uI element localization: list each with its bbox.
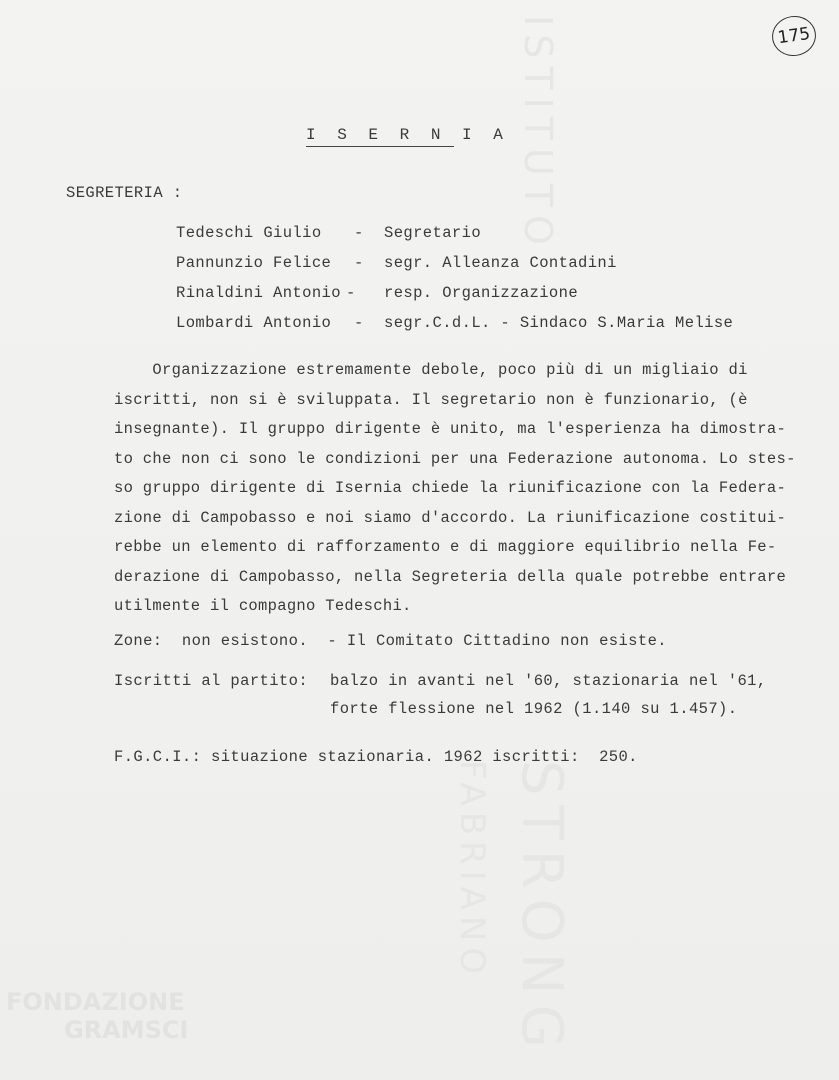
member-name: Rinaldini Antonio — [176, 284, 341, 302]
paragraph-line: iscritti, non si è sviluppata. Il segretario non è funzionario, (è — [114, 391, 748, 409]
member-role: resp. Organizzazione — [384, 284, 579, 302]
member-separator: - — [354, 254, 364, 272]
member-role: segr.C.d.L. - Sindaco S.Maria Melise — [384, 314, 734, 332]
paragraph-line: insegnante). Il gruppo dirigente è unito, ma l'esperienza ha dimostra- — [114, 420, 787, 438]
iscritti-line-2: forte flessione nel 1962 (1.140 su 1.457). — [330, 700, 738, 718]
paragraph-line: to che non ci sono le condizioni per una Federazione autonoma. Lo stes- — [114, 450, 796, 468]
paragraph-line: so gruppo dirigente di Isernia chiede la riunificazione con la Federa- — [114, 479, 787, 497]
paragraph-line: Organizzazione estremamente debole, poco più di un migliaio di — [114, 361, 748, 379]
fondazione-gramsci-logo: FONDAZIONE GRAMSCI — [6, 988, 189, 1044]
watermark-strong: STRONG — [509, 760, 574, 1059]
member-separator: - — [346, 284, 356, 302]
document-title: I S E R N I A — [306, 126, 454, 147]
paragraph-line: derazione di Campobasso, nella Segreteria della quale potrebbe entrare — [114, 568, 787, 586]
fgci-line: F.G.C.I.: situazione stazionaria. 1962 iscritti: 250. — [114, 748, 638, 766]
member-role: Segretario — [384, 224, 482, 242]
iscritti-label: Iscritti al partito: — [114, 672, 309, 690]
member-name: Lombardi Antonio — [176, 314, 332, 332]
member-name: Tedeschi Giulio — [176, 224, 322, 242]
page-number-stamp: 175 — [769, 13, 818, 59]
watermark-istituto: ISTITUTO — [516, 15, 560, 253]
member-role: segr. Alleanza Contadini — [384, 254, 617, 272]
paragraph-line: zione di Campobasso e noi siamo d'accordo. La riunificazione costitui- — [114, 509, 787, 527]
iscritti-line-1: balzo in avanti nel '60, stazionaria nel '61, — [330, 672, 767, 690]
member-name: Pannunzio Felice — [176, 254, 332, 272]
watermark-fabriano: FABRIANO — [452, 760, 492, 981]
section-label-segreteria: SEGRETERIA : — [66, 184, 183, 202]
zone-line: Zone: non esistono. - Il Comitato Cittadino non esiste. — [114, 632, 667, 650]
paragraph-line: utilmente il compagno Tedeschi. — [114, 597, 412, 615]
member-separator: - — [354, 224, 364, 242]
paragraph-line: rebbe un elemento di rafforzamento e di maggiore equilibrio nella Fe- — [114, 538, 777, 556]
member-separator: - — [354, 314, 364, 332]
